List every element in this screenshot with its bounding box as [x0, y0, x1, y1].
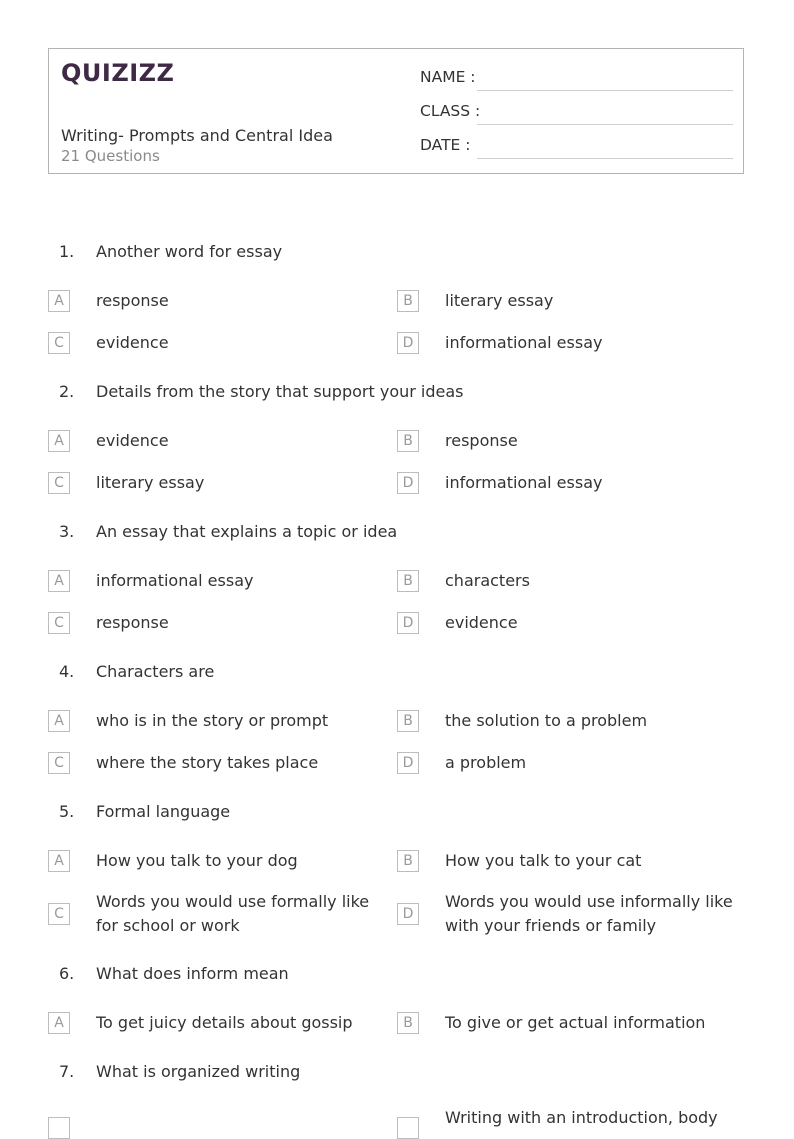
option-c-text: where the story takes place — [96, 753, 319, 772]
question-number: 1. — [59, 242, 75, 261]
quizizz-logo: QUIZIZZ — [61, 59, 175, 87]
option-d-box[interactable]: D — [397, 903, 419, 925]
option-b-box[interactable]: B — [397, 570, 419, 592]
option-c-box[interactable]: C — [48, 472, 70, 494]
option-b-box[interactable]: B — [397, 430, 419, 452]
option-c-text: literary essay — [96, 473, 205, 492]
question-text: What is organized writing — [96, 1062, 301, 1081]
option-d-box[interactable]: D — [397, 332, 419, 354]
option-b-box[interactable]: B — [397, 710, 419, 732]
option-a-box[interactable]: A — [48, 710, 70, 732]
question-number: 6. — [59, 964, 75, 983]
option-d-text: informational essay — [445, 473, 603, 492]
option-a-box[interactable]: A — [48, 290, 70, 312]
name-label: NAME : — [420, 68, 476, 86]
option-b-text: characters — [445, 571, 530, 590]
option-a-box[interactable]: A — [48, 850, 70, 872]
option-b-text: response — [445, 431, 518, 450]
option-b-box[interactable]: B — [397, 290, 419, 312]
option-b-text: the solution to a problem — [445, 711, 648, 730]
option-a-box[interactable]: A — [48, 570, 70, 592]
option-a-text: informational essay — [96, 571, 254, 590]
option-c-box[interactable]: C — [48, 752, 70, 774]
question-text: Formal language — [96, 802, 231, 821]
question-number: 5. — [59, 802, 75, 821]
name-line — [477, 90, 733, 91]
option-a-box[interactable]: A — [48, 1012, 70, 1034]
option-d-box[interactable]: D — [397, 612, 419, 634]
option-c-text: Words you would use formally like for school or work — [96, 892, 370, 935]
option-a-text: who is in the story or prompt — [96, 711, 329, 730]
option-b-box[interactable] — [397, 1117, 419, 1139]
question-count: 21 Questions — [61, 147, 160, 165]
option-c-box[interactable]: C — [48, 332, 70, 354]
option-b-text: To give or get actual information — [445, 1013, 706, 1032]
option-d-text: Words you would use informally like with your friends or family — [445, 892, 733, 935]
option-c-box[interactable]: C — [48, 903, 70, 925]
option-b-text: Writing with an introduction, body — [445, 1108, 718, 1127]
class-label: CLASS : — [420, 102, 481, 120]
option-b-text: How you talk to your cat — [445, 851, 642, 870]
class-line — [477, 124, 733, 125]
option-c-text: response — [96, 613, 169, 632]
option-d-text: a problem — [445, 753, 527, 772]
option-d-box[interactable]: D — [397, 752, 419, 774]
question-text: An essay that explains a topic or idea — [96, 522, 398, 541]
option-a-text: How you talk to your dog — [96, 851, 298, 870]
question-text: Another word for essay — [96, 242, 283, 261]
question-text: Details from the story that support your ideas — [96, 382, 464, 401]
question-number: 3. — [59, 522, 75, 541]
option-a-text: evidence — [96, 431, 169, 450]
worksheet-title: Writing- Prompts and Central Idea — [61, 126, 333, 145]
question-text: Characters are — [96, 662, 215, 681]
question-number: 2. — [59, 382, 75, 401]
option-d-text: evidence — [445, 613, 518, 632]
option-d-text: informational essay — [445, 333, 603, 352]
question-number: 7. — [59, 1062, 75, 1081]
option-c-text: evidence — [96, 333, 169, 352]
question-number: 4. — [59, 662, 75, 681]
option-d-box[interactable]: D — [397, 472, 419, 494]
option-a-text: To get juicy details about gossip — [96, 1013, 353, 1032]
option-a-box[interactable]: A — [48, 430, 70, 452]
option-a-box[interactable] — [48, 1117, 70, 1139]
date-label: DATE : — [420, 136, 471, 154]
option-b-box[interactable]: B — [397, 850, 419, 872]
option-b-box[interactable]: B — [397, 1012, 419, 1034]
date-line — [477, 158, 733, 159]
option-b-text: literary essay — [445, 291, 554, 310]
option-c-box[interactable]: C — [48, 612, 70, 634]
worksheet-header — [48, 48, 744, 174]
question-text: What does inform mean — [96, 964, 289, 983]
option-a-text: response — [96, 291, 169, 310]
